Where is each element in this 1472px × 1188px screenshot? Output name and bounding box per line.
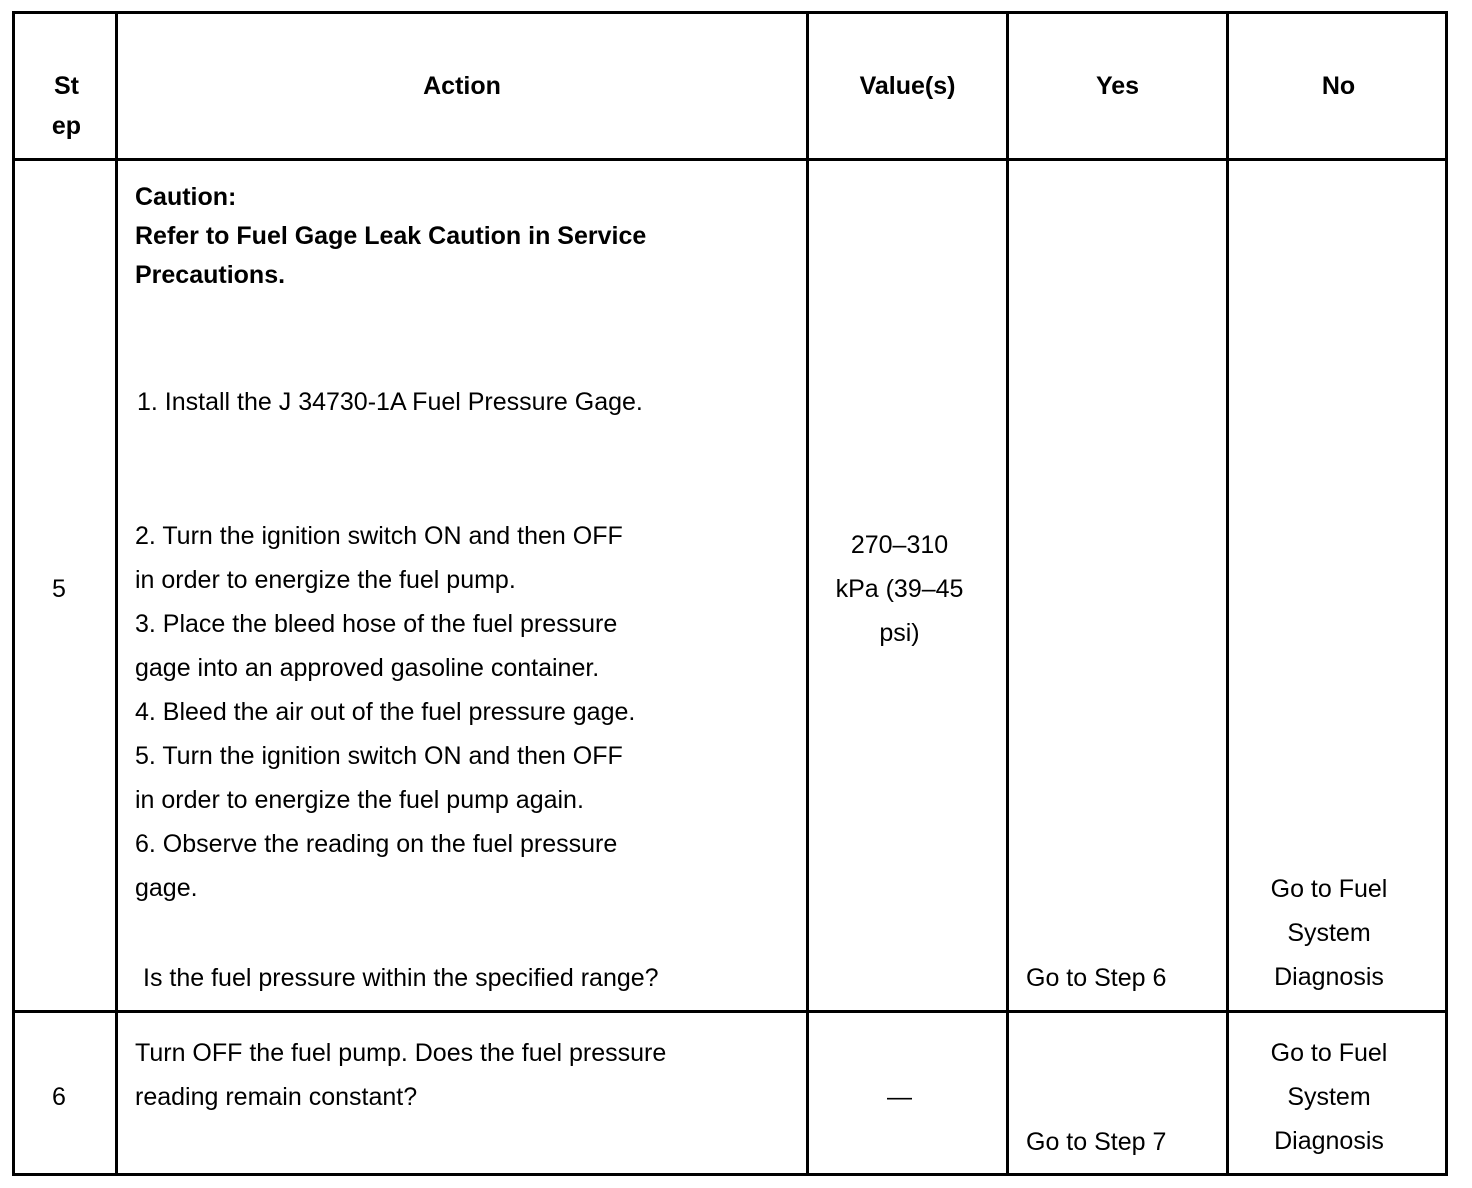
header-values: Value(s) bbox=[859, 72, 956, 100]
row-divider bbox=[15, 158, 1445, 161]
column-divider bbox=[1006, 14, 1009, 1173]
caution-line: Caution: bbox=[135, 183, 237, 211]
instruction-line: 4. Bleed the air out of the fuel pressure gage. bbox=[135, 698, 636, 726]
row-divider bbox=[15, 1010, 1445, 1013]
no-link-fuel-system-diagnosis[interactable] bbox=[1229, 867, 1429, 999]
header-action: Action bbox=[423, 72, 501, 100]
no-link-line: Diagnosis bbox=[1274, 1127, 1384, 1155]
instruction-line: in order to energize the fuel pump again. bbox=[135, 786, 584, 814]
action-line: Turn OFF the fuel pump. Does the fuel pressure bbox=[135, 1039, 667, 1067]
header-step-line: St bbox=[54, 72, 79, 100]
header-step-line: ep bbox=[51, 112, 82, 140]
column-divider bbox=[115, 14, 118, 1173]
spec-value bbox=[809, 523, 990, 655]
no-link-line: Go to Fuel bbox=[1270, 875, 1388, 903]
question-text: Is the fuel pressure within the specified range? bbox=[143, 964, 659, 992]
diagnostic-table bbox=[12, 11, 1448, 1176]
action-line: reading remain constant? bbox=[135, 1083, 418, 1111]
instruction-line: 2. Turn the ignition switch ON and then OFF bbox=[135, 522, 623, 550]
action-text bbox=[135, 1031, 666, 1119]
header-no: No bbox=[1321, 72, 1356, 100]
step-number: 6 bbox=[52, 1083, 66, 1111]
spec-value-line: psi) bbox=[879, 619, 920, 647]
instruction-line: 5. Turn the ignition switch ON and then OFF bbox=[135, 742, 623, 770]
caution-block bbox=[135, 178, 646, 295]
instruction-line: in order to energize the fuel pump. bbox=[135, 566, 516, 594]
instruction-list bbox=[135, 514, 635, 910]
yes-link-step-6[interactable]: Go to Step 6 bbox=[1026, 964, 1167, 992]
header-yes: Yes bbox=[1095, 72, 1140, 100]
instruction-line: gage into an approved gasoline container. bbox=[135, 654, 600, 682]
instruction-line: 6. Observe the reading on the fuel pressure bbox=[135, 830, 618, 858]
no-link-line: System bbox=[1287, 919, 1371, 947]
caution-line: Refer to Fuel Gage Leak Caution in Service bbox=[135, 222, 647, 250]
no-link-line: System bbox=[1287, 1083, 1371, 1111]
spec-value: — bbox=[887, 1083, 912, 1111]
step-number: 5 bbox=[52, 575, 66, 603]
spec-value-line: 270–310 bbox=[850, 531, 949, 559]
instruction-step-1: 1. Install the J 34730-1A Fuel Pressure Gage. bbox=[137, 388, 643, 416]
instruction-line: gage. bbox=[135, 874, 198, 902]
no-link-fuel-system-diagnosis[interactable] bbox=[1229, 1031, 1429, 1163]
yes-link-step-7[interactable]: Go to Step 7 bbox=[1026, 1128, 1167, 1156]
instruction-line: 3. Place the bleed hose of the fuel pressure bbox=[135, 610, 618, 638]
column-divider bbox=[1226, 14, 1229, 1173]
header-step bbox=[18, 66, 115, 146]
no-link-line: Go to Fuel bbox=[1270, 1039, 1388, 1067]
spec-value-line: kPa (39–45 bbox=[835, 575, 964, 603]
caution-line: Precautions. bbox=[135, 261, 286, 289]
no-link-line: Diagnosis bbox=[1274, 963, 1384, 991]
